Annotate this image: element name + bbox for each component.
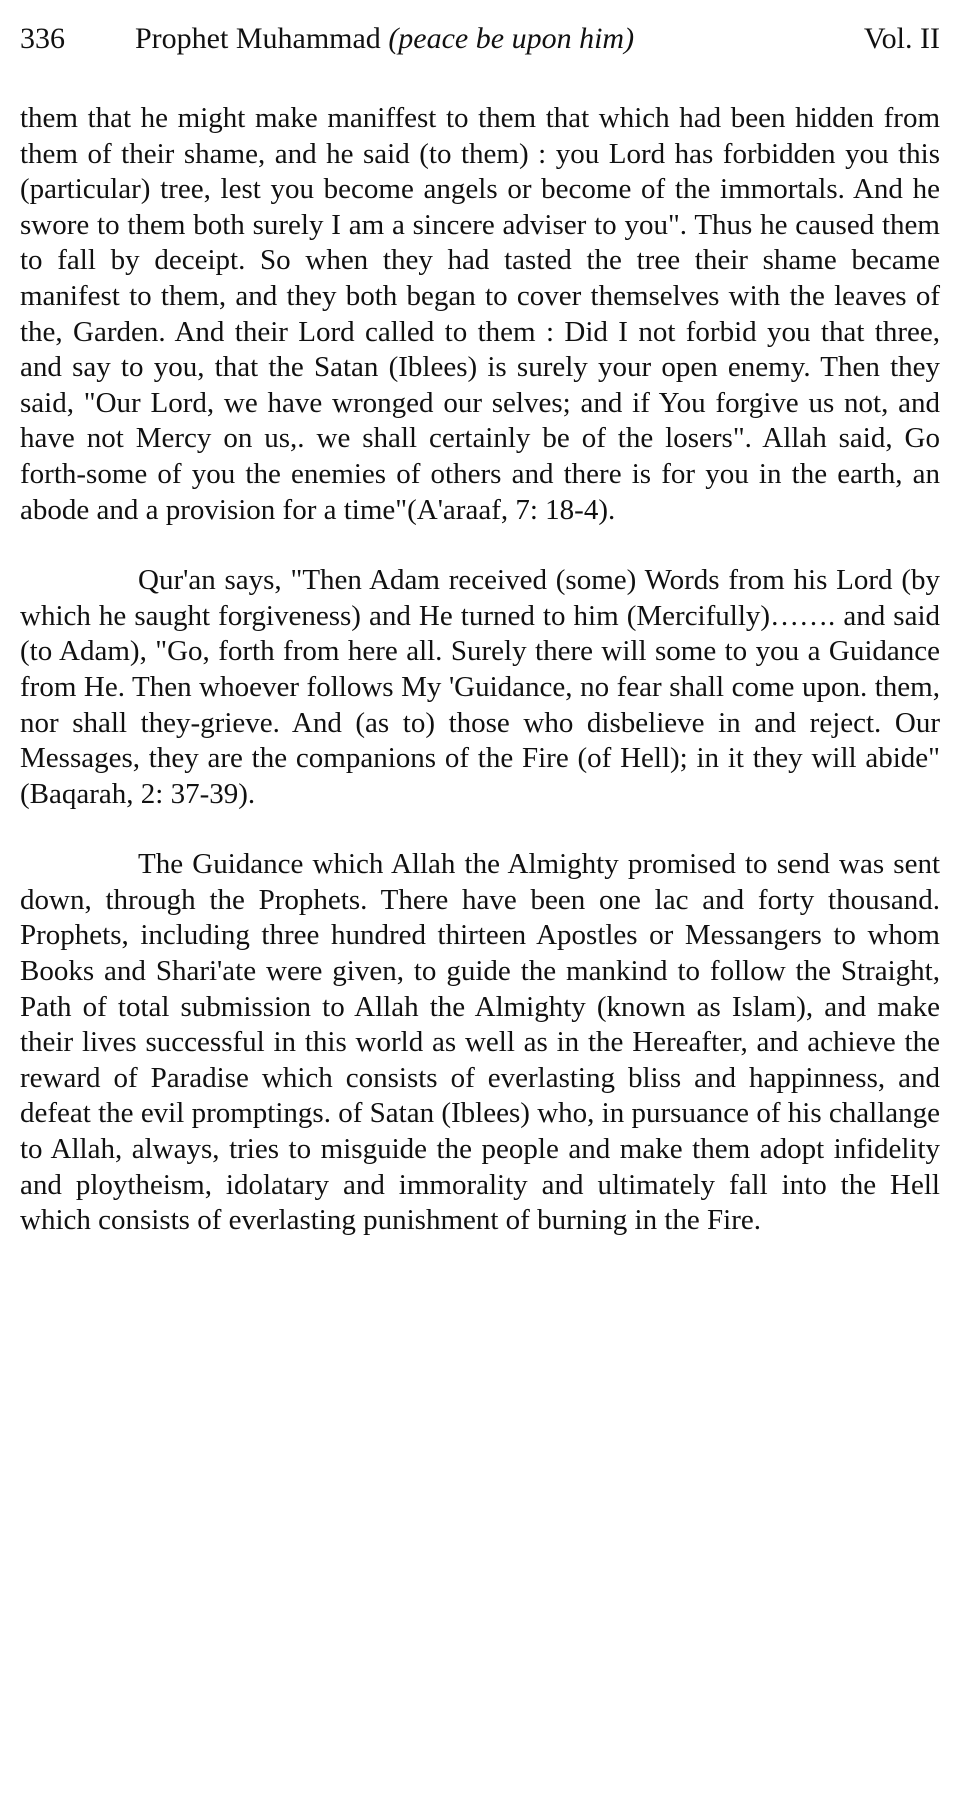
paragraph-guidance: The Guidance which Allah the Almighty promised to send was sent down, through the Prophets. There have been one lac and forty thousand. Prophets, including three hundred thirteen Apostles or Messangers to whom Books and Shari'ate were given, to guide the mankind to follow the Straight, Path of total submission to Allah the Almighty (known as Islam), and make their lives successful in this world as well as in the Hereafter, and achieve the reward of Paradise which consists of everlasting bliss and happinness, and defeat the evil promptings. of Satan (Iblees) who, in pursuance of his challange to Allah, always, tries to misguide the people and make them adopt infidelity and ploytheism, idolatary and immorality and ultimately fall into the Hell which consists of everlasting punishment of burning in the Fire. <box>20 848 940 1237</box>
book-title-main: Prophet Muhammad <box>135 22 381 55</box>
book-title <box>135 14 634 64</box>
volume-label: Vol. II <box>863 22 940 55</box>
book-title-honorific: (peace be upon him) <box>388 22 635 55</box>
running-header <box>20 14 940 64</box>
page-number: 336 <box>20 22 65 55</box>
paragraph-quran-says: Qur'an says, "Then Adam received (some) Words from his Lord (by which he saught forgiveness) and He turned to him (Mercifully)……. and said (to Adam), "Go, forth from here all. Surely there will some to you a Guidance from He. Then whoever follows My 'Guidance, no fear shall come upon. them, nor shall they-grieve. And (as to) those who disbelieve in and reject. Our Messages, they are the companions of the Fire (of Hell); in it they will abide" (Baqarah, 2: 37-39). <box>20 564 940 810</box>
body-text <box>20 101 940 1239</box>
paragraph-continued: them that he might make maniffest to them that which had been hidden from them of their shame, and he said (to them) : you Lord has forbidden you this (particular) tree, lest you become angels or become of the immortals. And he swore to them both surely I am a sincere adviser to you". Thus he caused them to fall by deceipt. So when they had tasted the tree their shame became manifest to them, and they both began to cover themselves with the leaves of the, Garden. And their Lord called to them : Did I not forbid you that three, and say to you, that the Satan (Iblees) is surely your open enemy. Then they said, "Our Lord, we have wronged our selves; and if You forgive us not, and have not Mercy on us,. we shall certainly be of the losers". Allah said, Go forth-some of you the enemies of others and there is for you in the earth, an abode and a provision for a time"(A'araaf, 7: 18-4). <box>20 102 940 526</box>
